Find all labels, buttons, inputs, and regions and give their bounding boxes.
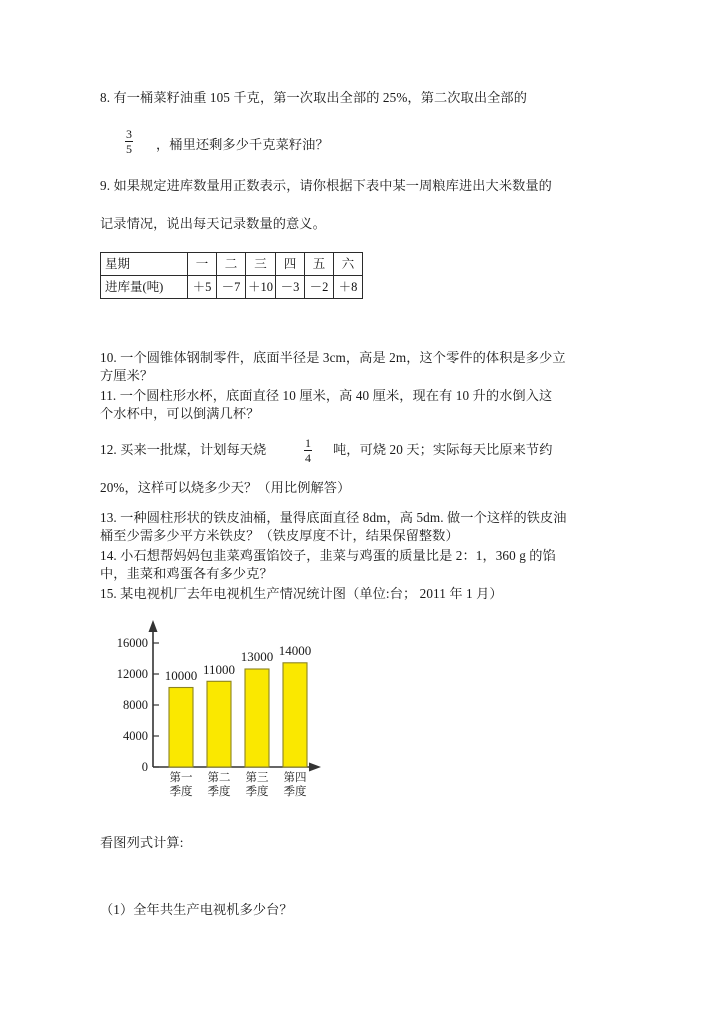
bar-q4 bbox=[283, 663, 307, 767]
fraction-one-quarter bbox=[303, 437, 313, 464]
fraction-denominator: 4 bbox=[305, 451, 311, 465]
table-row-header-weekday: 星期 bbox=[101, 253, 188, 276]
y-axis-ticks bbox=[153, 643, 159, 767]
chart-prompt-text: 看图列式计算: bbox=[100, 835, 184, 850]
category-label-q4-line1: 第四 bbox=[283, 772, 307, 784]
question-14-line-2: 中，韭菜和鸡蛋各有多少克？ bbox=[100, 566, 273, 581]
question-10-line-1: 10. 一个圆锥体钢制零件，底面半径是 3cm，高是 2m，这个零件的体积是多少立 bbox=[100, 350, 566, 365]
bar-q2 bbox=[207, 681, 231, 767]
question-12-line-1b: 吨，可烧 20 天；实际每天比原来节约 bbox=[333, 442, 553, 457]
tv-production-bar-chart bbox=[103, 612, 433, 812]
table-cell-value-3: ＋10 bbox=[246, 276, 276, 299]
x-axis-arrow-icon bbox=[309, 763, 321, 772]
bar-value-label-q3: 13000 bbox=[240, 649, 274, 664]
question-10-line-2: 方厘米？ bbox=[100, 368, 154, 383]
category-label-q1-line2: 季度 bbox=[169, 786, 193, 798]
y-tick-label-16000: 16000 bbox=[116, 636, 148, 650]
table-row-weekday bbox=[101, 253, 363, 276]
table-cell-day-1: 一 bbox=[188, 253, 217, 276]
fraction-numerator: 1 bbox=[305, 436, 311, 450]
question-8-line-2: ，桶里还剩多少千克菜籽油？ bbox=[156, 137, 329, 152]
question-15-line-1: 15. 某电视机厂去年电视机生产情况统计图（单位:台； 2011 年 1 月） bbox=[100, 586, 503, 601]
table-cell-value-6: ＋8 bbox=[334, 276, 363, 299]
bar-chart-svg bbox=[103, 612, 433, 812]
y-tick-label-0: 0 bbox=[141, 760, 148, 774]
table-cell-value-4: －3 bbox=[276, 276, 305, 299]
fraction-denominator: 5 bbox=[126, 142, 132, 156]
table-cell-value-1: ＋5 bbox=[188, 276, 217, 299]
table-cell-value-5: －2 bbox=[305, 276, 334, 299]
bar-q1 bbox=[169, 688, 193, 768]
question-11-line-1: 11. 一个圆柱形水杯，底面直径 10 厘米，高 40 厘米，现在有 10 升的水倒入这 bbox=[100, 388, 553, 403]
table-row-intake bbox=[101, 276, 363, 299]
category-label-q2-line2: 季度 bbox=[207, 786, 231, 798]
table-cell-day-4: 四 bbox=[276, 253, 305, 276]
category-label-q3-line1: 第三 bbox=[245, 772, 269, 784]
table-cell-value-2: －7 bbox=[217, 276, 246, 299]
question-13-line-2: 桶至少需多少平方米铁皮？（铁皮厚度不计，结果保留整数） bbox=[100, 528, 459, 543]
bar-value-label-q1: 10000 bbox=[164, 668, 198, 683]
question-14-line-1: 14. 小石想帮妈妈包韭菜鸡蛋馅饺子，韭菜与鸡蛋的质量比是 2：1，360 g 的馅 bbox=[100, 548, 556, 563]
table-row-header-intake: 进库量(吨) bbox=[101, 276, 188, 299]
bar-value-label-q4: 14000 bbox=[278, 643, 312, 658]
question-12-line-2: 20%，这样可以烧多少天？（用比例解答） bbox=[100, 480, 351, 495]
table-cell-day-6: 六 bbox=[334, 253, 363, 276]
category-label-q4-line2: 季度 bbox=[283, 786, 307, 798]
fraction-three-fifths bbox=[124, 128, 134, 155]
y-tick-label-12000: 12000 bbox=[116, 667, 148, 681]
table-cell-day-2: 二 bbox=[217, 253, 246, 276]
category-label-q1-line1: 第一 bbox=[169, 772, 193, 784]
y-tick-label-4000: 4000 bbox=[123, 729, 148, 743]
table-cell-day-3: 三 bbox=[246, 253, 276, 276]
y-tick-label-8000: 8000 bbox=[123, 698, 148, 712]
fraction-numerator: 3 bbox=[126, 127, 132, 141]
sub-question-1: （1）全年共生产电视机多少台？ bbox=[100, 902, 293, 917]
bar-value-label-q2: 11000 bbox=[202, 662, 236, 677]
warehouse-table bbox=[100, 252, 363, 299]
question-12-line-1a: 12. 买来一批煤，计划每天烧 bbox=[100, 442, 267, 457]
category-label-q3-line2: 季度 bbox=[245, 786, 269, 798]
bar-q3 bbox=[245, 669, 269, 767]
y-axis-arrow-icon bbox=[149, 620, 158, 632]
category-label-q2-line1: 第二 bbox=[207, 772, 231, 784]
question-9-line-1: 9. 如果规定进库数量用正数表示，请你根据下表中某一周粮库进出大米数量的 bbox=[100, 178, 552, 193]
question-13-line-1: 13. 一种圆柱形状的铁皮油桶，量得底面直径 8dm，高 5dm. 做一个这样的铁皮油 bbox=[100, 510, 567, 525]
question-8-line-1: 8. 有一桶菜籽油重 105 千克，第一次取出全部的 25%，第二次取出全部的 bbox=[100, 90, 527, 105]
x-axis-category-labels bbox=[170, 771, 307, 798]
question-11-line-2: 个水杯中，可以倒满几杯？ bbox=[100, 406, 260, 421]
table-cell-day-5: 五 bbox=[305, 253, 334, 276]
question-9-line-2: 记录情况，说出每天记录数量的意义。 bbox=[100, 216, 326, 231]
